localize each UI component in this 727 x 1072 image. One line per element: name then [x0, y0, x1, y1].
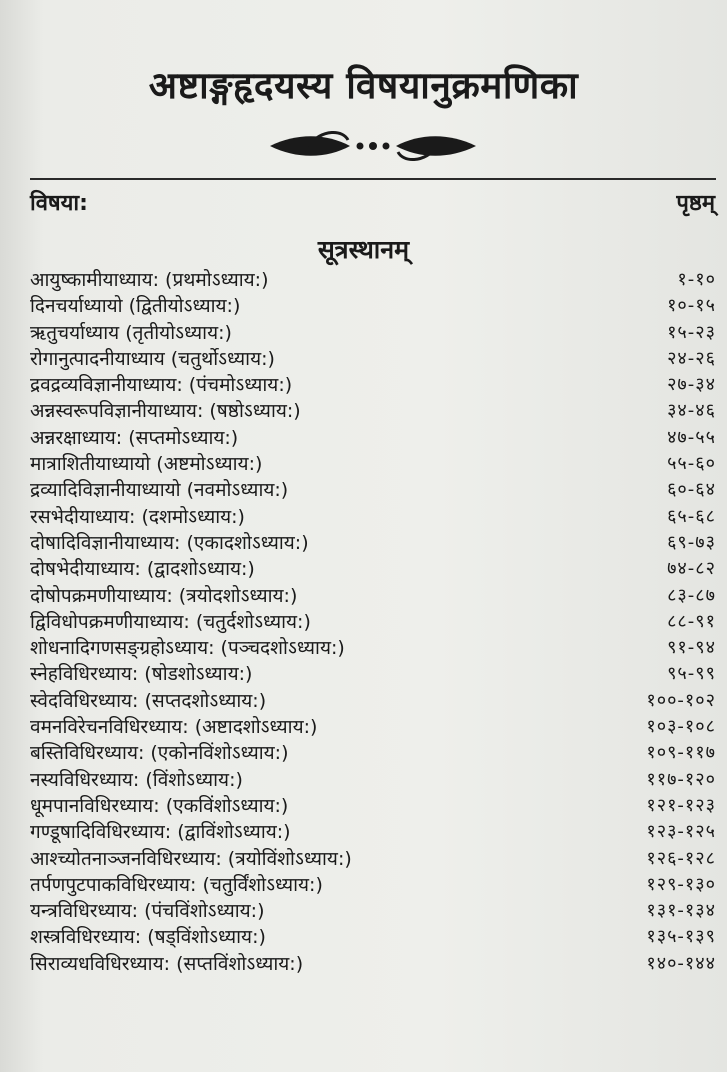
entry-chapter-name: सिराव्यधविधिरध्याय: (सप्तविंशोऽध्याय:) — [30, 952, 304, 975]
contents-entry — [30, 661, 716, 687]
entry-chapter-name: द्विविधोपक्रमणीयाध्याय: (चतुर्दशोऽध्याय:) — [30, 610, 311, 633]
contents-entry — [30, 767, 716, 793]
contents-entry — [30, 398, 716, 424]
entry-chapter-name: आयुष्कामीयाध्याय: (प्रथमोऽध्याय:) — [30, 269, 269, 291]
entry-page-range: ६०-६४ — [667, 479, 716, 501]
contents-entry — [30, 293, 716, 319]
entry-chapter-name: नस्यविधिरध्याय: (विंशोऽध्याय:) — [30, 768, 243, 791]
contents-entry — [30, 635, 716, 661]
entry-page-range: १४०-१४४ — [646, 952, 716, 974]
entry-page-range: १००-१०२ — [646, 689, 716, 711]
entry-chapter-name: अन्नरक्षाध्याय: (सप्तमोऽध्याय:) — [30, 426, 239, 449]
contents-entry — [30, 819, 716, 845]
contents-entry — [30, 846, 716, 872]
entry-chapter-name: मात्राशितीयाध्यायो (अष्टमोऽध्याय:) — [30, 453, 263, 476]
entry-chapter-name: द्रव्यादिविज्ञानीयाध्यायो (नवमोऽध्याय:) — [30, 479, 289, 502]
entry-page-range: १-१० — [677, 269, 716, 290]
entry-chapter-name: तर्पणपुटपाकविधिरध्याय: (चतुर्विंशोऽध्याय:) — [30, 873, 323, 896]
entry-chapter-name: धूमपानविधिरध्याय: (एकविंशोऽध्याय:) — [30, 794, 289, 817]
contents-entry — [30, 740, 716, 766]
entry-page-range: ८८-९१ — [667, 610, 716, 632]
entry-chapter-name: शस्त्रविधिरध्याय: (षड्विंशोऽध्याय:) — [30, 926, 266, 949]
entry-chapter-name: द्रवद्रव्यविज्ञानीयाध्याय: (पंचमोऽध्याय:) — [30, 374, 293, 397]
entry-page-range: ३४-४६ — [667, 400, 716, 422]
entry-chapter-name: आश्च्योतनाञ्जनविधिरध्याय: (त्रयोविंशोऽध्याय:) — [30, 847, 352, 870]
contents-entry — [30, 556, 716, 582]
entry-page-range: ४७-५५ — [667, 426, 716, 448]
entry-page-range: २४-२६ — [667, 347, 716, 369]
contents-entry — [30, 425, 716, 451]
contents-entry — [30, 714, 716, 740]
entry-page-range: ७४-८२ — [667, 558, 716, 580]
entry-chapter-name: शोधनादिगणसङ्ग्रहोऽध्याय: (पञ्चदशोऽध्याय:) — [30, 637, 345, 660]
contents-entry — [30, 951, 716, 977]
entry-chapter-name: दोषभेदीयाध्याय: (द्वादशोऽध्याय:) — [30, 558, 255, 581]
contents-entry — [30, 320, 716, 346]
entry-page-range: ६९-७३ — [667, 531, 716, 553]
contents-entry — [30, 504, 716, 530]
entry-page-range: १५-२३ — [667, 321, 716, 343]
entry-chapter-name: ऋतुचर्याध्याय (तृतीयोऽध्याय:) — [30, 321, 232, 344]
entry-chapter-name: वमनविरेचनविधिरध्याय: (अष्टादशोऽध्याय:) — [30, 716, 318, 739]
entry-page-range: १०-१५ — [667, 295, 716, 317]
contents-entry — [30, 346, 716, 372]
entry-chapter-name: रोगानुत्पादनीयाध्याय (चतुर्थोऽध्याय:) — [30, 347, 275, 370]
entry-page-range: १३५-१३९ — [646, 926, 716, 948]
contents-list — [30, 267, 716, 977]
entry-page-range: ९१-९४ — [667, 637, 716, 659]
entry-chapter-name: स्वेदविधिरध्याय: (सप्तदशोऽध्याय:) — [30, 689, 267, 712]
header-divider — [30, 178, 716, 180]
entry-page-range: १२१-१२३ — [646, 794, 716, 816]
page-title: अष्टाङ्गहृदयस्य विषयानुक्रमणिका — [148, 64, 579, 107]
entry-page-range: ९५-९९ — [667, 663, 716, 685]
contents-entry — [30, 477, 716, 503]
column-header-subjects: विषया: — [30, 191, 88, 216]
entry-chapter-name: दिनचर्याध्यायो (द्वितीयोऽध्याय:) — [30, 295, 241, 318]
contents-entry — [30, 530, 716, 556]
section-heading: सूत्रस्थानम् — [317, 235, 410, 264]
entry-chapter-name: यन्त्रविधिरध्याय: (पंचविंशोऽध्याय:) — [30, 900, 265, 923]
entry-page-range: १३१-१३४ — [646, 900, 716, 922]
contents-entry — [30, 451, 716, 477]
entry-page-range: ६५-६८ — [667, 505, 716, 527]
entry-page-range: १२६-१२८ — [646, 847, 716, 869]
entry-chapter-name: अन्नस्वरूपविज्ञानीयाध्याय: (षष्ठोऽध्याय:) — [30, 400, 301, 423]
contents-entry — [30, 267, 716, 293]
entry-page-range: १२३-१२५ — [646, 821, 716, 843]
entry-chapter-name: रसभेदीयाध्याय: (दशमोऽध्याय:) — [30, 505, 245, 528]
contents-entry — [30, 688, 716, 714]
entry-page-range: २७-३४ — [667, 374, 716, 396]
entry-chapter-name: दोषोपक्रमणीयाध्याय: (त्रयोदशोऽध्याय:) — [30, 584, 298, 607]
contents-entry — [30, 372, 716, 398]
entry-chapter-name: बस्तिविधिरध्याय: (एकोनविंशोऽध्याय:) — [30, 742, 289, 765]
contents-entry — [30, 898, 716, 924]
contents-entry — [30, 872, 716, 898]
contents-entry — [30, 924, 716, 950]
contents-entry — [30, 793, 716, 819]
entry-chapter-name: स्नेहविधिरध्याय: (षोडशोऽध्याय:) — [30, 663, 253, 686]
entry-chapter-name: गण्डूषादिविधिरध्याय: (द्वाविंशोऽध्याय:) — [30, 821, 291, 844]
entry-chapter-name: दोषादिविज्ञानीयाध्याय: (एकादशोऽध्याय:) — [30, 531, 309, 554]
entry-page-range: १०३-१०८ — [646, 716, 716, 738]
entry-page-range: ५५-६० — [667, 453, 716, 475]
entry-page-range: ८३-८७ — [667, 584, 716, 606]
contents-entry — [30, 609, 716, 635]
column-header-pages: पृष्ठम् — [676, 191, 715, 216]
decorative-ornament-icon — [268, 126, 478, 166]
entry-page-range: ११७-१२० — [646, 768, 716, 790]
entry-page-range: १०९-११७ — [646, 742, 716, 764]
contents-entry — [30, 583, 716, 609]
entry-page-range: १२९-१३० — [646, 873, 716, 895]
